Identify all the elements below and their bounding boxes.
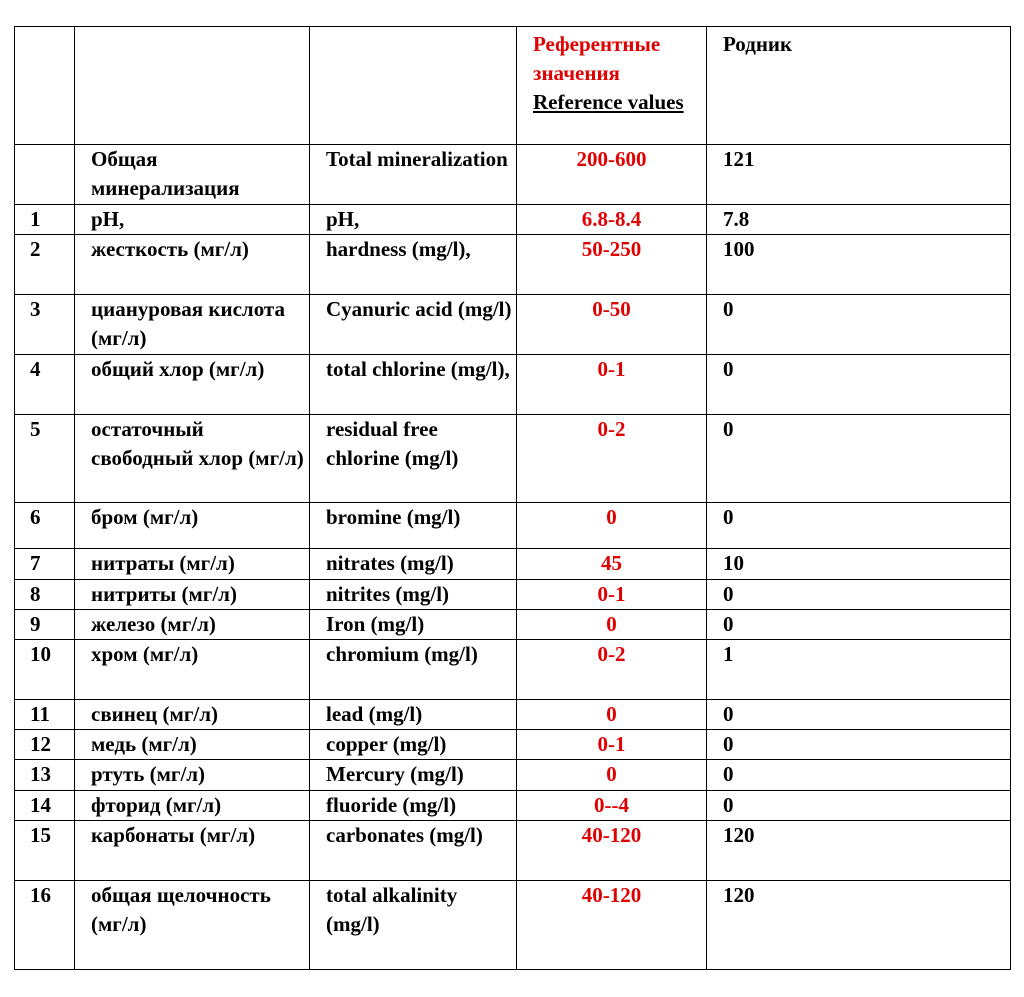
parameter-ru: ртуть (мг/л) — [75, 760, 310, 791]
parameter-ru: железо (мг/л) — [75, 610, 310, 640]
row-number — [15, 145, 75, 205]
measured-value: 0 — [707, 295, 1011, 355]
reference-value: 40-120 — [517, 881, 707, 970]
row-number: 12 — [15, 730, 75, 760]
measured-value: 10 — [707, 549, 1011, 580]
row-number: 5 — [15, 415, 75, 503]
parameter-en: total chlorine (mg/l), — [310, 355, 517, 415]
parameter-en: Cyanuric acid (mg/l) — [310, 295, 517, 355]
reference-value: 50-250 — [517, 235, 707, 295]
header-source-cell — [707, 27, 1011, 145]
table-row — [15, 205, 1011, 235]
row-number: 14 — [15, 791, 75, 821]
table-row — [15, 415, 1011, 503]
measured-value: 7.8 — [707, 205, 1011, 235]
parameter-ru: хром (мг/л) — [75, 640, 310, 700]
row-number: 3 — [15, 295, 75, 355]
parameter-en: pH, — [310, 205, 517, 235]
parameter-ru: жесткость (мг/л) — [75, 235, 310, 295]
table-row — [15, 295, 1011, 355]
table-row — [15, 640, 1011, 700]
parameter-ru: бром (мг/л) — [75, 503, 310, 549]
reference-value: 0-50 — [517, 295, 707, 355]
measured-value: 1 — [707, 640, 1011, 700]
parameter-en: Iron (mg/l) — [310, 610, 517, 640]
parameter-en: Total mineralization — [310, 145, 517, 205]
water-analysis-table — [14, 26, 1011, 970]
parameter-en: Mercury (mg/l) — [310, 760, 517, 791]
reference-value: 200-600 — [517, 145, 707, 205]
header-ru-cell — [75, 27, 310, 145]
parameter-en: lead (mg/l) — [310, 700, 517, 730]
measured-value: 120 — [707, 821, 1011, 881]
source-header: Родник — [723, 32, 793, 56]
table-row — [15, 610, 1011, 640]
row-number: 15 — [15, 821, 75, 881]
table-row — [15, 503, 1011, 549]
parameter-ru: свинец (мг/л) — [75, 700, 310, 730]
parameter-en: total alkalinity (mg/l) — [310, 881, 517, 970]
parameter-ru: общая щелочность (мг/л) — [75, 881, 310, 970]
parameter-ru: фторид (мг/л) — [75, 791, 310, 821]
reference-value: 0 — [517, 700, 707, 730]
header-row — [15, 27, 1011, 145]
reference-value: 0 — [517, 760, 707, 791]
row-number: 13 — [15, 760, 75, 791]
parameter-en: copper (mg/l) — [310, 730, 517, 760]
row-number: 9 — [15, 610, 75, 640]
reference-value: 0-1 — [517, 355, 707, 415]
parameter-en: residual free chlorine (mg/l) — [310, 415, 517, 503]
reference-value: 0-1 — [517, 730, 707, 760]
table-row — [15, 549, 1011, 580]
measured-value: 0 — [707, 730, 1011, 760]
measured-value: 0 — [707, 580, 1011, 610]
row-number: 1 — [15, 205, 75, 235]
measured-value: 0 — [707, 355, 1011, 415]
table-row — [15, 145, 1011, 205]
measured-value: 0 — [707, 700, 1011, 730]
table-row — [15, 881, 1011, 970]
row-number: 16 — [15, 881, 75, 970]
table-row — [15, 700, 1011, 730]
reference-value: 0 — [517, 503, 707, 549]
table-row — [15, 821, 1011, 881]
table-row — [15, 730, 1011, 760]
reference-value: 0-1 — [517, 580, 707, 610]
reference-value: 0 — [517, 610, 707, 640]
measured-value: 0 — [707, 760, 1011, 791]
parameter-en: nitrites (mg/l) — [310, 580, 517, 610]
measured-value: 0 — [707, 503, 1011, 549]
row-number: 6 — [15, 503, 75, 549]
parameter-en: chromium (mg/l) — [310, 640, 517, 700]
measured-value: 120 — [707, 881, 1011, 970]
parameter-en: nitrates (mg/l) — [310, 549, 517, 580]
parameter-en: hardness (mg/l), — [310, 235, 517, 295]
header-en-cell — [310, 27, 517, 145]
reference-value: 0-2 — [517, 640, 707, 700]
parameter-ru: карбонаты (мг/л) — [75, 821, 310, 881]
parameter-ru: нитриты (мг/л) — [75, 580, 310, 610]
row-number: 2 — [15, 235, 75, 295]
measured-value: 121 — [707, 145, 1011, 205]
table-row — [15, 791, 1011, 821]
row-number: 11 — [15, 700, 75, 730]
measured-value: 100 — [707, 235, 1011, 295]
table-row — [15, 235, 1011, 295]
reference-header-ru: Референтные значения — [533, 32, 661, 85]
table-row — [15, 760, 1011, 791]
row-number: 4 — [15, 355, 75, 415]
measured-value: 0 — [707, 610, 1011, 640]
header-num-cell — [15, 27, 75, 145]
reference-value: 0-2 — [517, 415, 707, 503]
parameter-ru: остаточный свободный хлор (мг/л) — [75, 415, 310, 503]
measured-value: 0 — [707, 791, 1011, 821]
reference-value: 6.8-8.4 — [517, 205, 707, 235]
parameter-ru: рН, — [75, 205, 310, 235]
table-row — [15, 355, 1011, 415]
parameter-ru: циануровая кислота (мг/л) — [75, 295, 310, 355]
reference-header-en: Reference values — [533, 90, 684, 114]
row-number: 10 — [15, 640, 75, 700]
parameter-en: fluoride (mg/l) — [310, 791, 517, 821]
parameter-en: bromine (mg/l) — [310, 503, 517, 549]
header-reference-cell — [517, 27, 707, 145]
reference-value: 40-120 — [517, 821, 707, 881]
parameter-ru: Общая минерализация — [75, 145, 310, 205]
parameter-ru: медь (мг/л) — [75, 730, 310, 760]
parameter-ru: нитраты (мг/л) — [75, 549, 310, 580]
row-number: 7 — [15, 549, 75, 580]
table-row — [15, 580, 1011, 610]
reference-value: 0--4 — [517, 791, 707, 821]
measured-value: 0 — [707, 415, 1011, 503]
row-number: 8 — [15, 580, 75, 610]
parameter-en: carbonates (mg/l) — [310, 821, 517, 881]
parameter-ru: общий хлор (мг/л) — [75, 355, 310, 415]
reference-value: 45 — [517, 549, 707, 580]
